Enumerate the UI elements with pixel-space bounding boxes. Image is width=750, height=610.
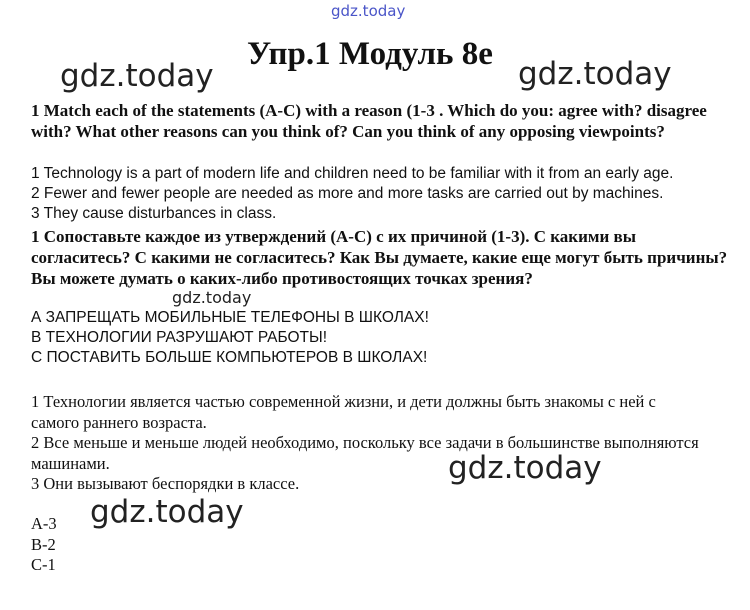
answer-a: A-3 xyxy=(31,514,57,533)
statement-a: А ЗАПРЕЩАТЬ МОБИЛЬНЫЕ ТЕЛЕФОНЫ В ШКОЛАХ! xyxy=(31,309,429,326)
statement-c: С ПОСТАВИТЬ БОЛЬШЕ КОМПЬЮТЕРОВ В ШКОЛАХ! xyxy=(31,349,428,366)
task-russian: 1 Сопоставьте каждое из утверждений (A-C) с их причиной (1-3). С какими вы согласитесь? С какими не согласитесь? Как Вы думаете, какие еще могут быть причины? Вы можете думать о каких-либо противостоящих точках зрения? xyxy=(31,227,728,288)
answer-c: C-1 xyxy=(31,555,56,574)
page-title: Упр.1 Модуль 8е xyxy=(247,36,493,72)
reason-en-1: 1 Technology is a part of modern life and children need to be familiar with it from an early age. xyxy=(31,165,674,182)
statement-b: В ТЕХНОЛОГИИ РАЗРУШАЮТ РАБОТЫ! xyxy=(31,329,328,346)
reason-ru-1: 1 Технологии является частью современной жизни, и дети должны быть знакомы с ней с самого раннего возраста. xyxy=(31,392,656,432)
answers xyxy=(31,514,731,576)
reasons-russian xyxy=(31,392,706,495)
reason-en-3: 3 They cause disturbances in class. xyxy=(31,205,277,222)
reason-ru-3: 3 Они вызывают беспорядки в классе. xyxy=(31,474,300,493)
task-english: 1 Match each of the statements (A-C) with a reason (1-3 . Which do you: agree with? disagree with? What other reasons can you think of? Can you think of any opposing viewpoints? xyxy=(31,101,707,141)
statements-russian xyxy=(31,308,731,368)
watermark-mid: gdz.today xyxy=(172,288,252,307)
watermark-right: gdz.today xyxy=(518,56,672,92)
watermark-left: gdz.today xyxy=(60,58,214,94)
watermark-bottom: gdz.today xyxy=(90,494,244,530)
answer-b: B-2 xyxy=(31,534,56,554)
reason-en-2: 2 Fewer and fewer people are needed as more and more tasks are carried out by machines. xyxy=(31,185,664,202)
watermark-top: gdz.today xyxy=(331,2,406,20)
reasons-english xyxy=(31,164,731,224)
watermark-low: gdz.today xyxy=(448,450,602,486)
reason-ru-2: 2 Все меньше и меньше людей необходимо, поскольку все задачи в большинстве выполняются машинами. xyxy=(31,433,699,473)
